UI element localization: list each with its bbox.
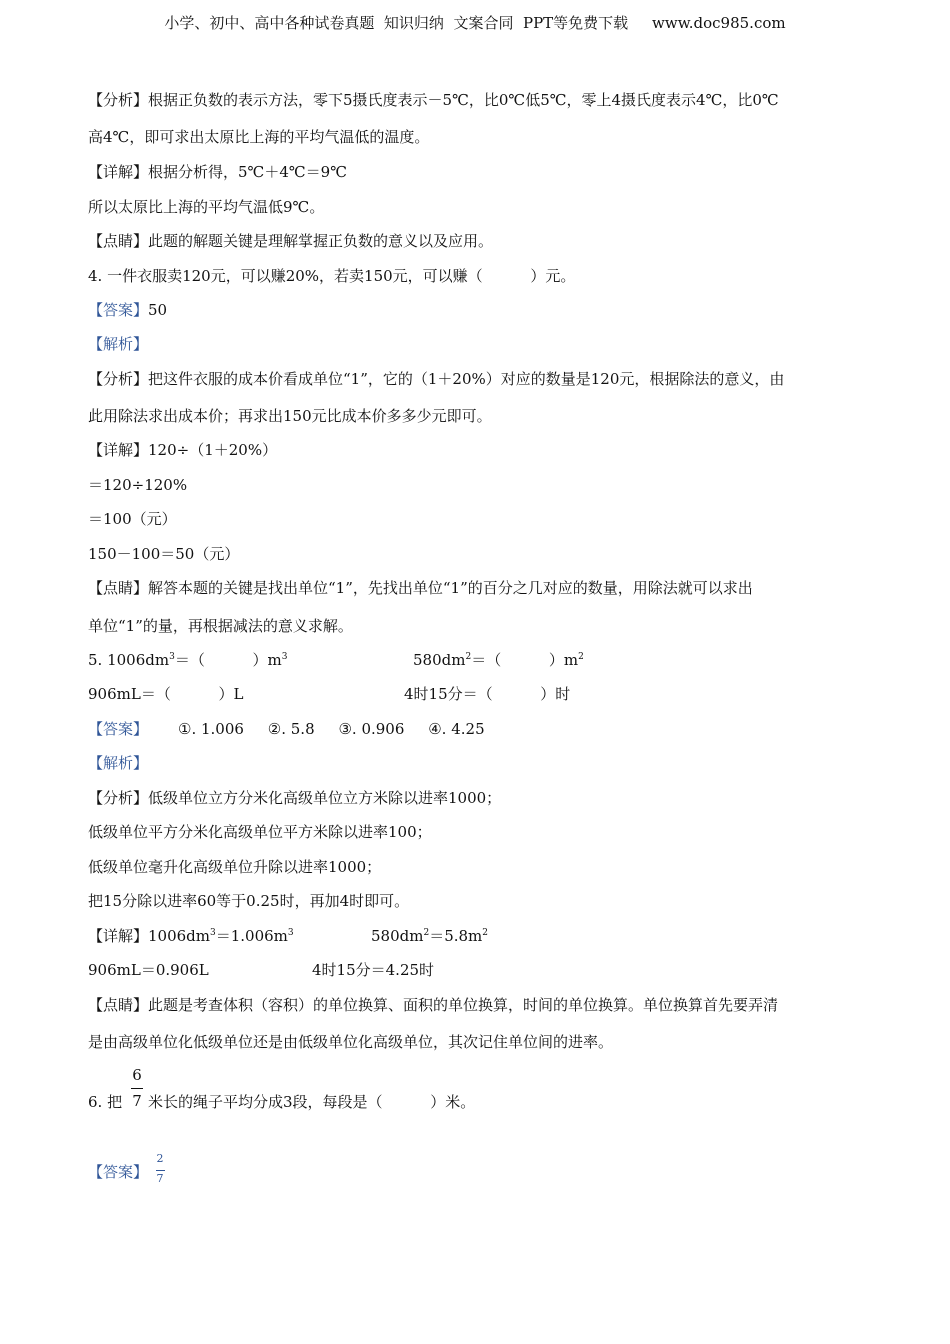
q3-analysis-line-1: 【分析】根据正负数的表示方法，零下5摄氏度表示－5℃，比0℃低5℃，零上4摄氏度表示4℃，比0℃ (88, 91, 779, 109)
q5-detail-c: 906mL＝0.906L (88, 961, 209, 979)
q5-detail-a-mid: ＝1.006m (215, 927, 288, 945)
q5-detail-b-pre: 580dm (371, 927, 424, 945)
q6-fraction-denominator: 7 (132, 1092, 142, 1110)
page-header: 小学、初中、高中各种试卷真题 知识归纳 文案合同 PPT等免费下载 www.doc985.com (164, 14, 786, 32)
q3-detail-line-2: 所以太原比上海的平均气温低9℃。 (88, 198, 325, 216)
q5-question-d: 4时15分＝（ ）时 (404, 685, 571, 703)
q5-question-a (88, 650, 287, 670)
q4-question: 4. 一件衣服卖120元，可以赚20%，若卖150元，可以赚（ ）元。 (88, 267, 576, 285)
q5-comment-line-1: 【点睛】此题是考查体积（容积）的单位换算、面积的单位换算，时间的单位换算。单位换算首先要弄清 (88, 996, 779, 1014)
q6-fraction-bar (131, 1088, 143, 1089)
q4-analysis-line-2: 此用除法求出成本价；再求出150元比成本价多多少元即可。 (88, 407, 492, 425)
q5-b-pre: 580dm (413, 651, 466, 669)
q5-a-mid: ＝（ ）m (174, 651, 282, 669)
q3-analysis-line-2: 高4℃，即可求出太原比上海的平均气温低的温度。 (88, 128, 430, 146)
q4-comment-line-2: 单位“1”的量，再根据减法的意义求解。 (88, 617, 353, 635)
superscript: 3 (169, 652, 175, 662)
q5-detail-a-pre: 【详解】1006dm (88, 927, 210, 945)
q3-comment: 【点睛】此题的解题关键是理解掌握正负数的意义以及应用。 (88, 232, 494, 250)
q5-comment-line-2: 是由高级单位化低级单位还是由低级单位化高级单位，其次记住单位间的进率。 (88, 1033, 614, 1051)
answer-values: ①. 1.006 ②. 5.8 ③. 0.906 ④. 4.25 (178, 720, 485, 738)
q5-detail-a (88, 926, 294, 946)
q5-analysis-line-4: 把15分除以进率60等于0.25时，再加4时即可。 (88, 892, 410, 910)
q6-answer-fraction-bar (156, 1170, 165, 1171)
q5-analysis-line-1: 【分析】低级单位立方分米化高级单位立方米除以进率1000； (88, 789, 502, 807)
q4-comment-line-1: 【点睛】解答本题的关键是找出单位“1”，先找出单位“1”的百分之几对应的数量，用除法就可以求出 (88, 579, 753, 597)
q5-detail-d: 4时15分＝4.25时 (312, 961, 435, 979)
superscript: 2 (465, 652, 472, 662)
q4-detail-line-2: ＝120÷120% (88, 476, 188, 494)
q4-detail-line-3: ＝100（元） (88, 510, 177, 528)
q5-a-pre: 5. 1006dm (88, 651, 170, 669)
answer-label: 【答案】 (88, 720, 149, 738)
q4-answer (88, 300, 167, 320)
q5-detail-b-mid: ＝5.8m (429, 927, 483, 945)
q5-analysis-line-2: 低级单位平方分米化高级单位平方米除以进率100； (88, 823, 432, 841)
q5-analysis-line-3: 低级单位毫升化高级单位升除以进率1000； (88, 858, 382, 876)
q6-answer-label: 【答案】 (88, 1163, 149, 1181)
q3-detail-line-1: 【详解】根据分析得，5℃＋4℃＝9℃ (88, 163, 347, 181)
q6-question-post: 米长的绳子平均分成3段，每段是（ ）米。 (148, 1093, 476, 1111)
q5-answer (88, 719, 485, 739)
q4-explain-label: 【解析】 (88, 335, 149, 353)
q6-question-pre: 6. 把 (88, 1093, 123, 1111)
q6-answer-numerator: 2 (156, 1152, 164, 1165)
answer-label: 【答案】 (88, 301, 149, 319)
q5-b-mid: ＝（ ）m (471, 651, 579, 669)
q5-question-b (413, 650, 584, 670)
q5-question-c: 906mL＝（ ）L (88, 685, 244, 703)
q4-analysis-line-1: 【分析】把这件衣服的成本价看成单位“1”，它的（1＋20%）对应的数量是120元，根据除法的意义，由 (88, 370, 785, 388)
q6-answer-denominator: 7 (156, 1172, 164, 1185)
q4-detail-line-4: 150－100＝50（元） (88, 545, 240, 563)
superscript: 3 (281, 652, 288, 662)
superscript: 2 (423, 928, 430, 938)
q6-fraction-numerator: 6 (132, 1066, 142, 1084)
superscript: 3 (287, 928, 294, 938)
q5-explain-label: 【解析】 (88, 754, 149, 772)
q5-detail-b (371, 926, 488, 946)
superscript: 3 (210, 928, 216, 938)
q4-detail-line-1: 【详解】120÷（1＋20%） (88, 441, 278, 459)
superscript: 2 (482, 928, 489, 938)
superscript: 2 (578, 652, 584, 662)
answer-value: 50 (148, 301, 168, 319)
